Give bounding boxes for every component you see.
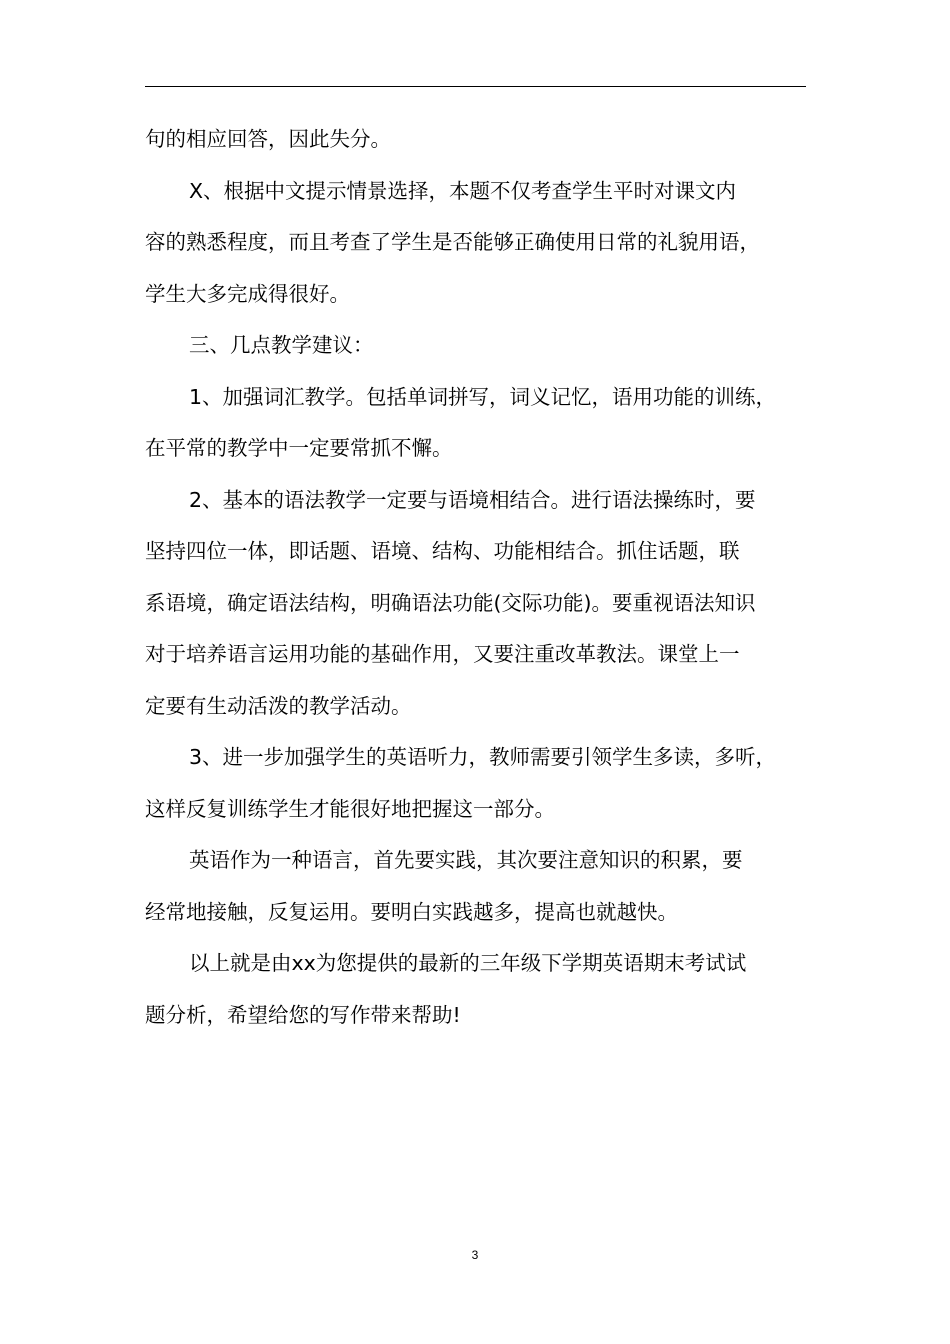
header-rule bbox=[145, 86, 806, 87]
paragraph-line: 对于培养语言运用功能的基础作用，又要注重改革教法。课堂上一 bbox=[145, 642, 740, 666]
paragraph-5 bbox=[145, 475, 815, 733]
paragraph-7 bbox=[145, 835, 815, 938]
paragraph-line: 系语境，确定语法结构，明确语法功能(交际功能)。要重视语法知识 bbox=[145, 590, 756, 615]
paragraph-line: 题分析，希望给您的写作带来帮助! bbox=[145, 1002, 461, 1027]
paragraph-line: 三、几点教学建议： bbox=[189, 333, 374, 357]
paragraph-line: 句的相应回答，因此失分。 bbox=[145, 127, 391, 151]
document-body bbox=[145, 114, 815, 1041]
paragraph-line: 以上就是由xx为您提供的最新的三年级下学期英语期末考试试 bbox=[189, 951, 747, 975]
paragraph-line: 经常地接触，反复运用。要明白实践越多，提高也就越快。 bbox=[145, 899, 678, 924]
paragraph-line: 2、基本的语法教学一定要与语境相结合。进行语法操练时，要 bbox=[189, 487, 756, 512]
paragraph-line: Ⅹ、根据中文提示情景选择，本题不仅考查学生平时对课文内 bbox=[189, 178, 737, 203]
paragraph-8 bbox=[145, 938, 815, 1041]
paragraph-line: 定要有生动活泼的教学活动。 bbox=[145, 693, 412, 718]
paragraph-4 bbox=[145, 372, 815, 475]
paragraph-1 bbox=[145, 114, 815, 166]
paragraph-6 bbox=[145, 732, 815, 835]
paragraph-line: 英语作为一种语言，首先要实践，其次要注意知识的积累，要 bbox=[189, 848, 743, 872]
paragraph-line: 容的熟悉程度，而且考查了学生是否能够正确使用日常的礼貌用语， bbox=[145, 230, 760, 254]
paragraph-line: 坚持四位一体，即话题、语境、结构、功能相结合。抓住话题，联 bbox=[145, 539, 740, 563]
paragraph-line: 在平常的教学中一定要常抓不懈。 bbox=[145, 436, 453, 460]
paragraph-line: 这样反复训练学生才能很好地把握这一部分。 bbox=[145, 796, 555, 821]
paragraph-line: 学生大多完成得很好。 bbox=[145, 281, 350, 306]
section-heading bbox=[145, 320, 815, 372]
paragraph-line: 3、进一步加强学生的英语听力，教师需要引领学生多读，多听， bbox=[189, 745, 777, 769]
page-number: 3 bbox=[471, 1248, 479, 1262]
paragraph-2 bbox=[145, 166, 815, 321]
paragraph-line: 1、加强词汇教学。包括单词拼写，词义记忆，语用功能的训练， bbox=[189, 384, 777, 409]
